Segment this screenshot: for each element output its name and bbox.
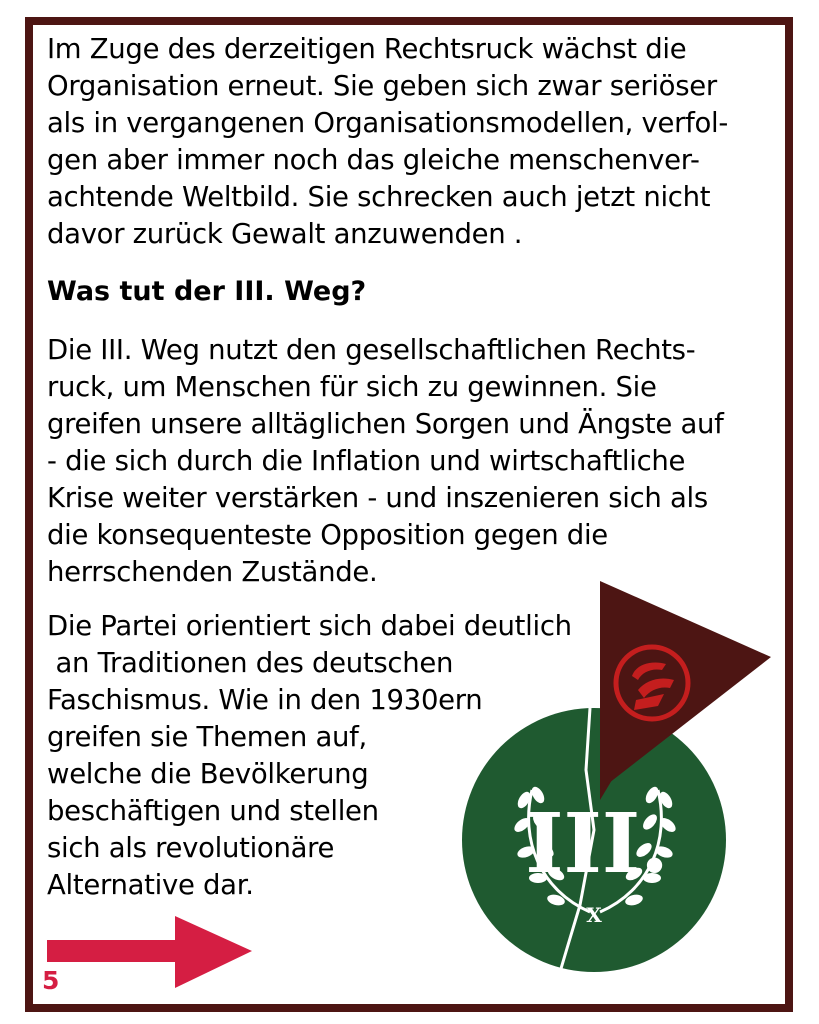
page-number: 5 [42, 966, 60, 995]
paragraph3-line: greifen sie Themen auf, [47, 721, 367, 753]
next-arrow-icon[interactable] [47, 916, 252, 988]
paragraph3-line: Die Partei orientiert sich dabei deutlich [47, 610, 572, 642]
paragraph2-line: die konsequenteste Opposition gegen die [47, 519, 608, 551]
paragraph3-line: sich als revolutionäre [47, 832, 335, 864]
section-heading: Was tut der III. Weg? [47, 276, 367, 307]
paragraph3-line: Faschismus. Wie in den 1930ern [47, 684, 483, 716]
paragraph2-line: herrschenden Zustände. [47, 556, 378, 588]
paragraph2-line: ruck, um Menschen für sich zu gewinnen. Sie [47, 371, 657, 403]
logo-numeral: III. [525, 796, 669, 892]
paragraph1-line: Organisation erneut. Sie geben sich zwar seriöser [47, 70, 717, 102]
paragraph2-line: - die sich durch die Inflation und wirtschaftliche [47, 445, 686, 477]
paragraph1-line: achtende Weltbild. Sie schrecken auch jetzt nicht [47, 181, 711, 213]
paragraph1-line: Im Zuge des derzeitigen Rechtsruck wächst die [47, 33, 687, 65]
paragraph3-line: an Traditionen des deutschen [47, 647, 454, 679]
paragraph1-line: als in vergangenen Organisationsmodellen, verfol- [47, 107, 729, 139]
paragraph2-line: greifen unsere alltäglichen Sorgen und Ängste auf [47, 408, 724, 440]
paragraph3-line: welche die Bevölkerung [47, 758, 369, 790]
paragraph3-line: Alternative dar. [47, 869, 254, 901]
paragraph1-line: gen aber immer noch das gleiche menschenver- [47, 144, 700, 176]
der-dritte-weg-logo-icon [462, 708, 726, 972]
paragraph2-line: Krise weiter verstärken - und inszenieren sich als [47, 482, 708, 514]
paragraph1-line: davor zurück Gewalt anzuwenden . [47, 218, 523, 250]
paragraph2-line: Die III. Weg nutzt den gesellschaftlichen Rechts- [47, 334, 696, 366]
wreath-letter: X [586, 903, 602, 927]
paragraph3-line: beschäftigen und stellen [47, 795, 379, 827]
